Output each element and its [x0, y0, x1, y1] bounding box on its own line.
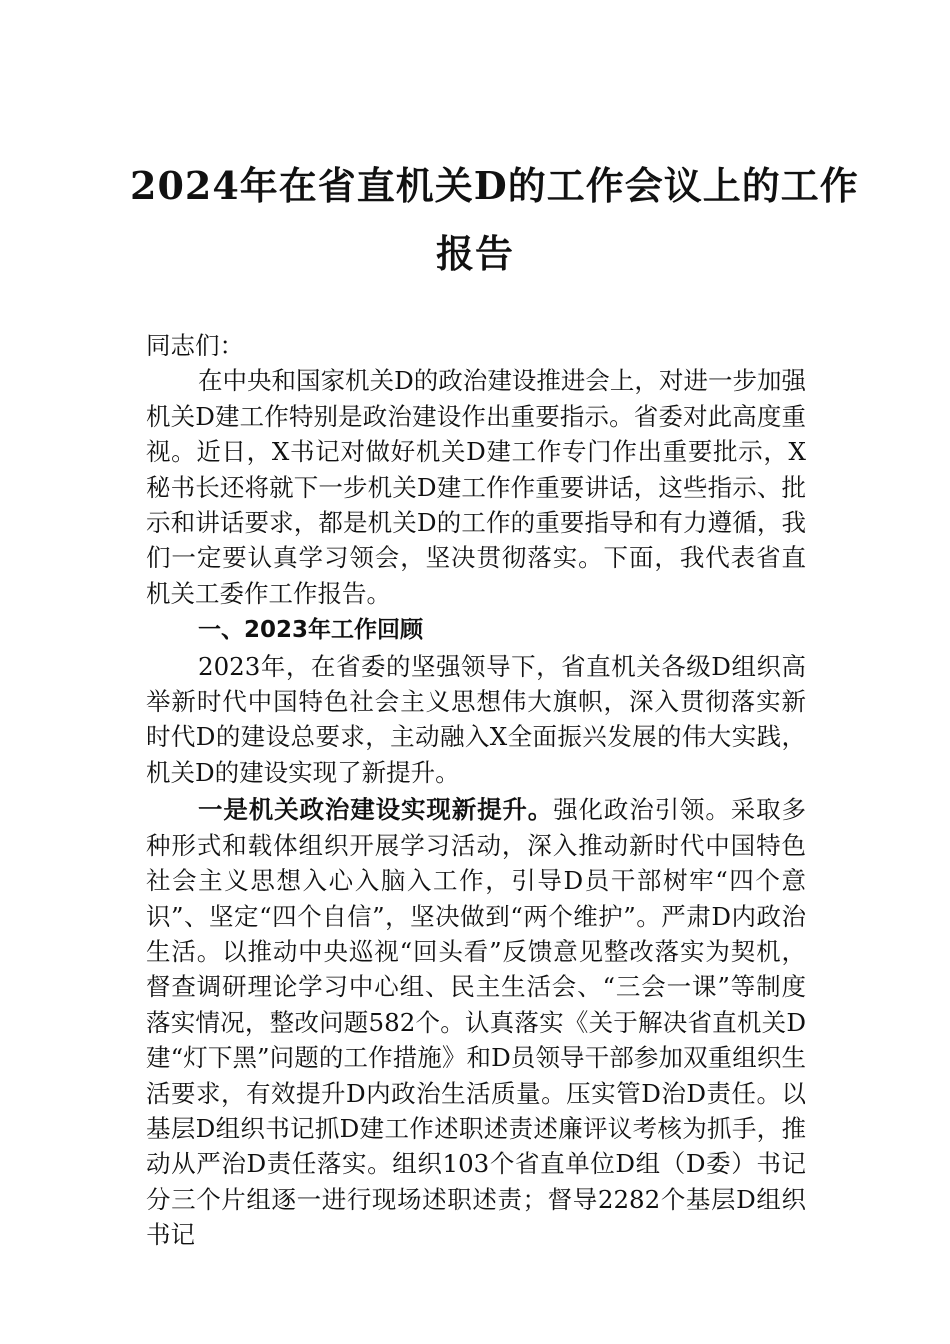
document-title-line-1: 2024年在省直机关D的工作会议上的工作	[130, 163, 859, 208]
intro-paragraph: 在中央和国家机关D的政治建设推进会上，对进一步加强机关D建工作特别是政治建设作出重要指示。省委对此高度重视。近日，X书记对做好机关D建工作专门作出重要批示，X秘书长还将就下一步机关D建工作作重要讲话，这些指示、批示和讲话要求，都是机关D的工作的重要指导和有力遵循，我们一定要认真学习领会，坚决贯彻落实。下面，我代表省直机关工委作工作报告。	[146, 366, 806, 608]
point-1-text: 强化政治引领。采取多种形式和载体组织开展学习活动，深入推动新时代中国特色社会主义思想入心入脑入工作，引导D员干部树牢“四个意识”、坚定“四个自信”，坚决做到“两个维护”。严肃D内政治生活。以推动中央巡视“回头看”反馈意见整改落实为契机，督查调研理论学习中心组、民主生活会、“三会一课”等制度落实情况，整改问题582个。认真落实《关于解决省直机关D建“灯下黑”问题的工作措施》和D员领导干部参加双重组织生活要求，有效提升D内政治生活质量。压实管D治D责任。以基层D组织书记抓D建工作述职述责述廉评议考核为抓手，推动从严治D责任落实。组织103个省直单位D组（D委）书记分三个片组逐一进行现场述职述责；督导2282个基层D组织书记	[146, 795, 807, 1250]
point-1-paragraph	[146, 792, 806, 1252]
document-title-line-2: 报告	[435, 231, 514, 276]
point-1-lead: 一是机关政治建设实现新提升。	[198, 795, 554, 825]
salutation: 同志们：	[146, 331, 244, 360]
section-1-intro-paragraph: 2023年，在省委的坚强领导下，省直机关各级D组织高举新时代中国特色社会主义思想伟大旗帜，深入贯彻落实新时代D的建设总要求，主动融入X全面振兴发展的伟大实践，机关D的建设实现了新提升。	[146, 651, 806, 787]
document-body	[146, 328, 806, 1253]
section-1-heading: 一、2023年工作回顾	[198, 617, 424, 644]
